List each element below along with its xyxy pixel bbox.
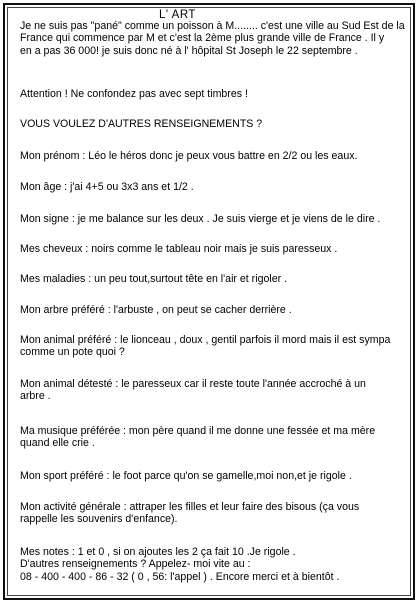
section-heading: VOUS VOULEZ D'AUTRES RENSEIGNEMENTS ?	[20, 118, 263, 130]
warning-line: Attention ! Ne confondez pas avec sept timbres !	[20, 88, 248, 100]
intro-line-1: Je ne suis pas "pané" comme un poisson à M........ c'est une ville au Sud Est de la	[20, 20, 405, 32]
maladies-line: Mes maladies : un peu tout,surtout tête en l'air et rigoler .	[20, 273, 288, 285]
notes-line-2: D'autres renseignements ? Appelez- moi vite au :	[20, 558, 251, 571]
musique-line-1: Ma musique préférée : mon père quand il me donne une fessée et ma mère	[20, 425, 376, 437]
page-title: L' ART	[159, 9, 196, 21]
signe-line: Mon signe : je me balance sur les deux . Je suis vierge et je viens de le dire .	[20, 213, 381, 225]
sport-line: Mon sport préféré : le foot parce qu'on se gamelle,moi non,et je rigole .	[20, 470, 352, 482]
notes-paragraph	[20, 546, 406, 583]
cheveux-line: Mes cheveux : noirs comme le tableau noir mais je suis paresseux .	[20, 243, 338, 255]
activite-line-2: rappelle les souvenirs d'enfance).	[20, 513, 178, 526]
musique-line-2: quand elle crie .	[20, 437, 95, 450]
musique-paragraph	[20, 425, 406, 450]
animal-deteste-paragraph	[20, 378, 406, 403]
age-line: Mon âge : j'ai 4+5 ou 3x3 ans et 1/2 .	[20, 181, 194, 193]
document-page	[3, 3, 415, 600]
animal-prefere-paragraph	[20, 334, 406, 359]
activite-line-1: Mon activité générale : attraper les filles et leur faire des bisous (ça vous	[20, 501, 360, 513]
animal-deteste-line-1: Mon animal détesté : le paresseux car il reste toute l'année accroché à un	[20, 378, 366, 390]
notes-line-3: 08 - 400 - 400 - 86 - 32 ( 0 , 56: l'appel ) . Encore merci et à bientôt .	[20, 570, 340, 583]
notes-line-1: Mes notes : 1 et 0 , si on ajoutes les 2 ça fait 10 .Je rigole .	[20, 546, 296, 558]
arbre-line: Mon arbre préféré : l'arbuste , on peut se cacher derrière .	[20, 304, 292, 316]
animal-prefere-line-1: Mon animal préféré : le lionceau , doux , gentil parfois il mord mais il est sympa	[20, 334, 391, 346]
activite-paragraph	[20, 501, 406, 526]
intro-line-2: France qui commence par M et c'est la 2ème plus grande ville de France . Il y	[20, 32, 385, 45]
intro-paragraph	[20, 20, 406, 57]
prenom-line: Mon prénom : Léo le héros donc je peux vous battre en 2/2 ou les eaux.	[20, 150, 358, 162]
animal-prefere-line-2: comme un pote quoi ?	[20, 346, 125, 359]
intro-line-3: en a pas 36 000! je suis donc né à l' hôpital St Joseph le 22 septembre .	[20, 44, 358, 57]
animal-deteste-line-2: arbre .	[20, 390, 51, 403]
